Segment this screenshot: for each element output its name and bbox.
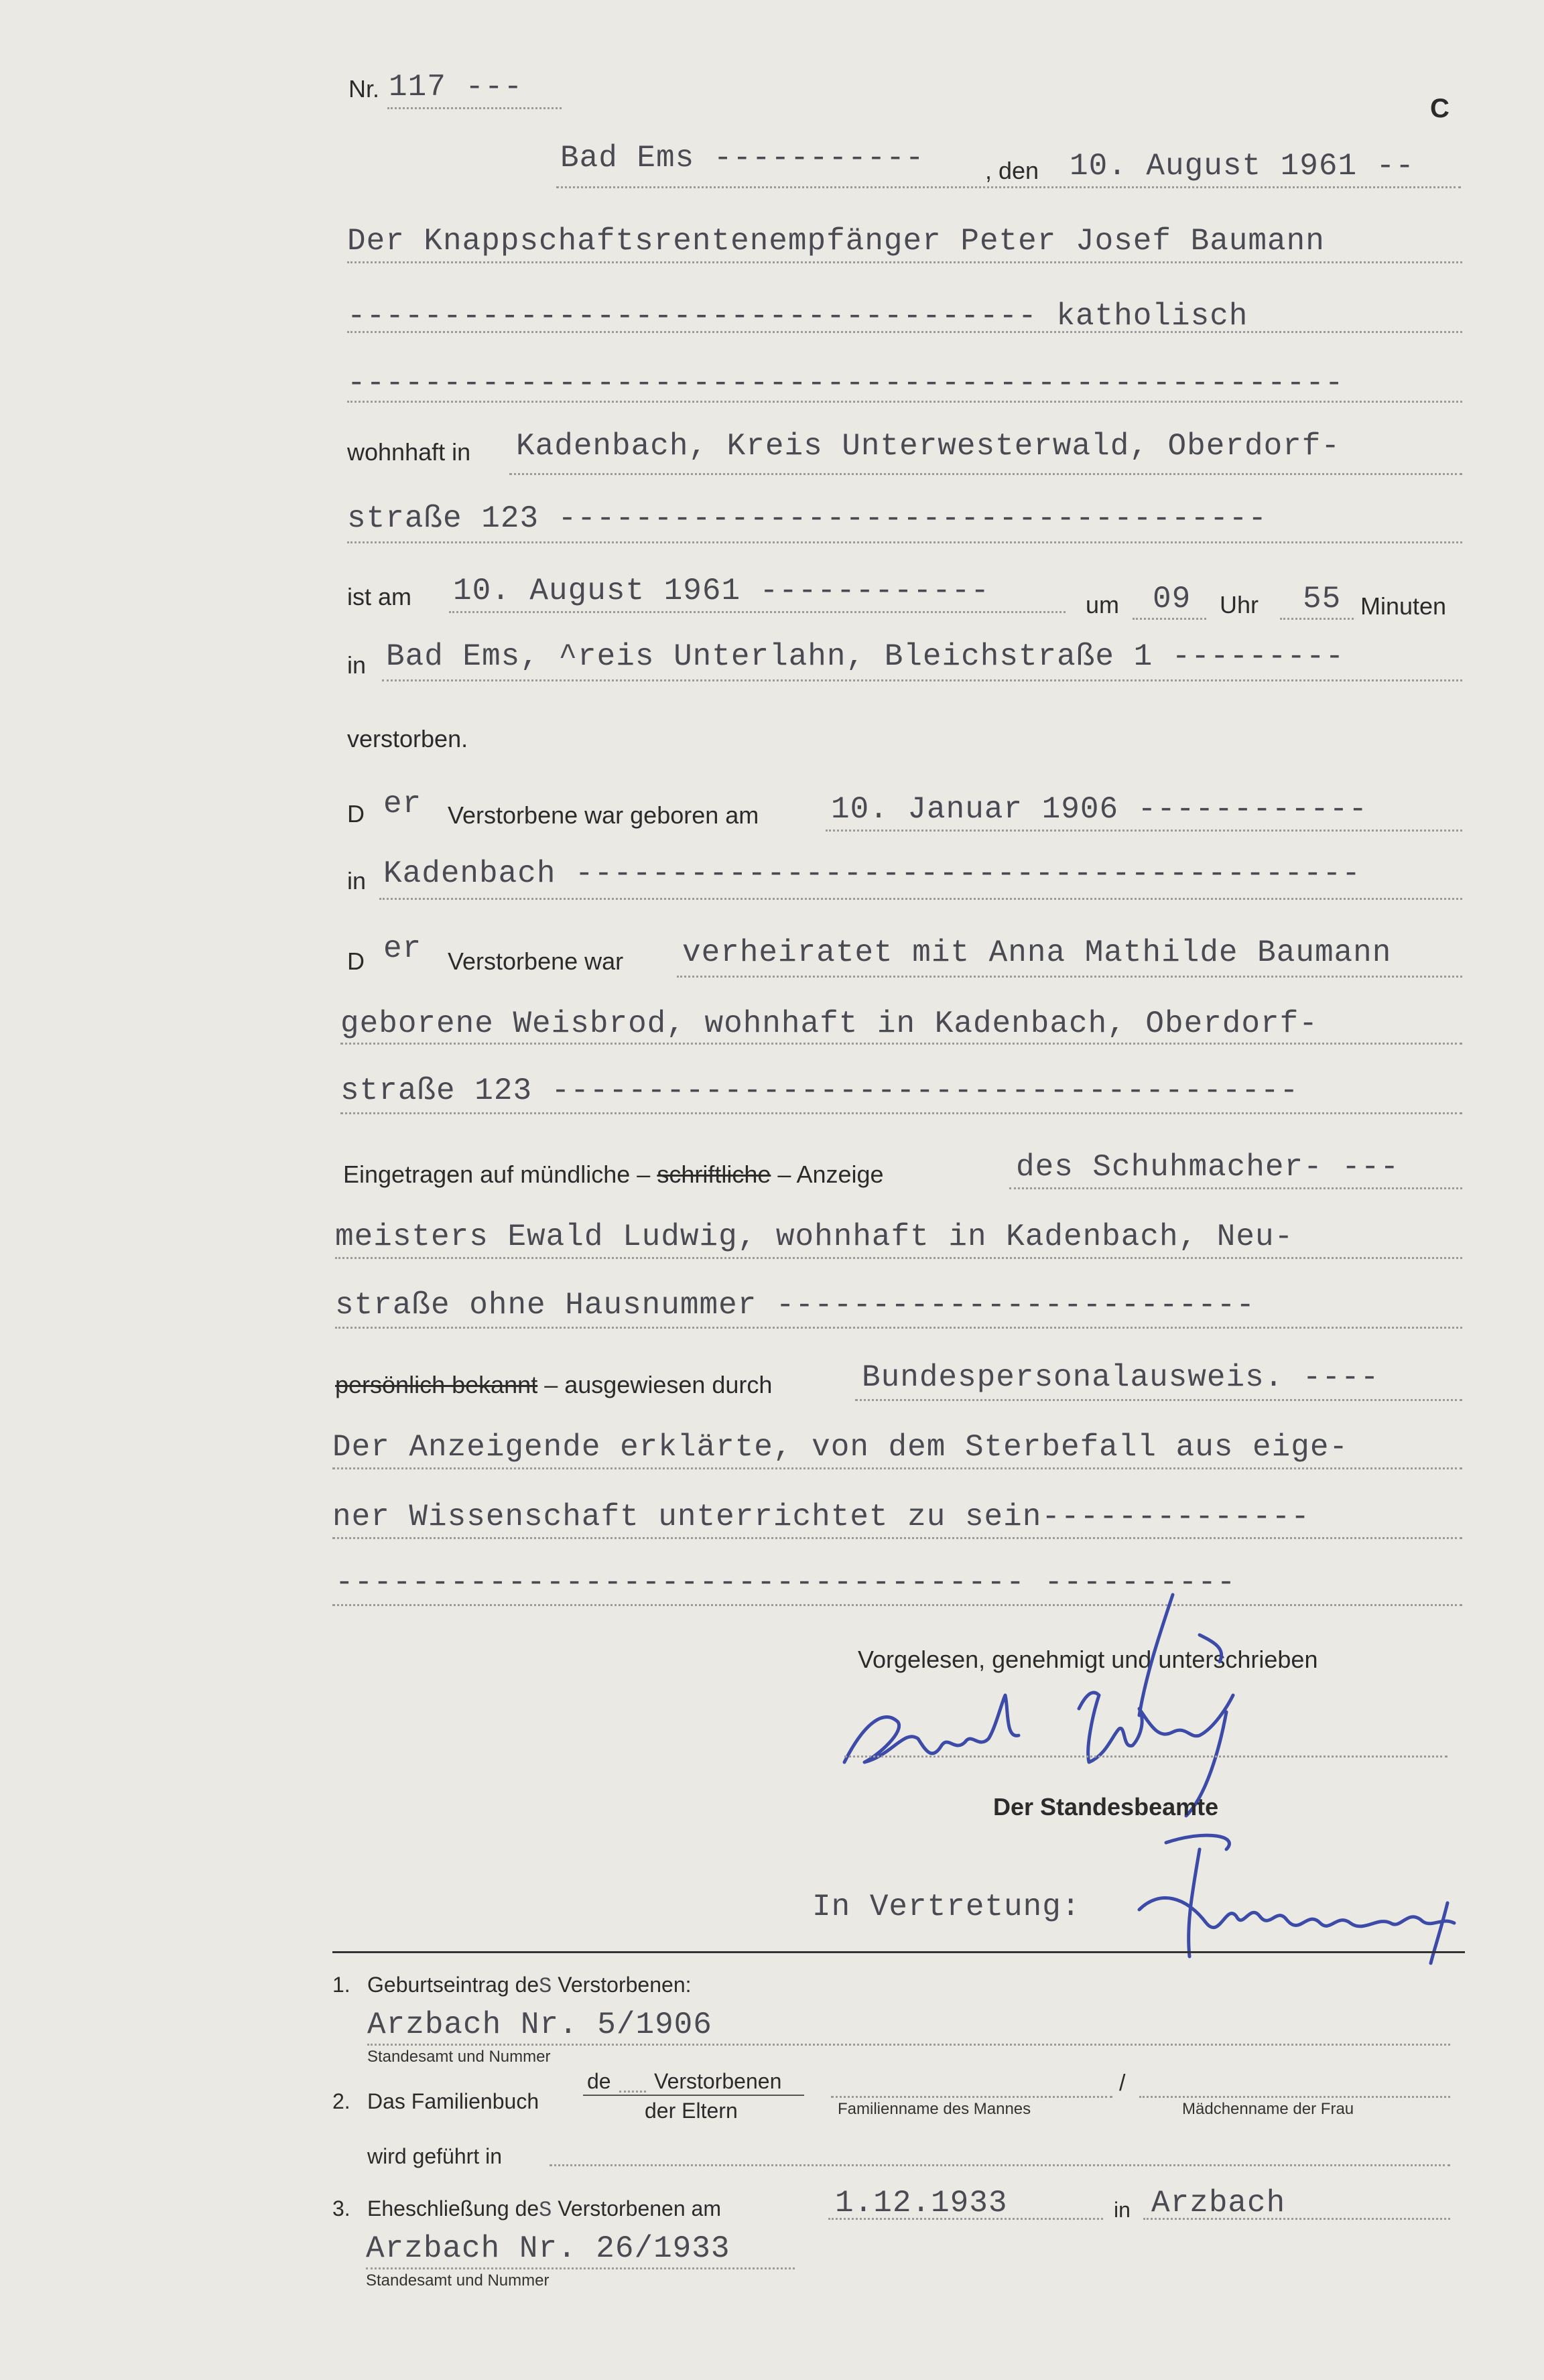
dotted-line <box>379 898 1462 900</box>
dotted-line <box>550 2164 1450 2166</box>
identification-label <box>335 1371 772 1399</box>
item3-in: in <box>1114 2198 1131 2222</box>
item3-label <box>367 2196 721 2223</box>
gender-suffix: er <box>383 787 422 821</box>
residence-label: wohnhaft in <box>347 438 471 466</box>
death-hour: 09 <box>1153 582 1192 616</box>
item2-label: Das Familienbuch <box>367 2089 539 2113</box>
nr-label: Nr. <box>348 75 380 103</box>
report-label-a: Eingetragen auf mündliche – <box>343 1161 651 1188</box>
marriage-line-2: geborene Weisbrod, wohnhaft in Kadenbach, Oberdorf- <box>340 1006 1318 1041</box>
dotted-line <box>366 2267 795 2269</box>
report-line-1: des Schuhmacher- --- <box>1016 1150 1400 1185</box>
registry-place: Bad Ems ----------- <box>560 141 925 176</box>
dotted-line <box>367 2044 1450 2046</box>
dotted-line <box>347 331 1462 333</box>
dotted-line <box>347 261 1462 263</box>
residence-line-2: straße 123 ------------------------------------- <box>347 501 1268 536</box>
dotted-line <box>387 107 562 109</box>
read-approved-label: Vorgelesen, genehmigt und unterschrieben <box>858 1646 1318 1673</box>
birth-text: Verstorbene war geboren am <box>448 801 759 829</box>
item3-date: 1.12.1933 <box>835 2186 1008 2221</box>
report-line-3: straße ohne Hausnummer ------------------------- <box>335 1288 1256 1323</box>
gender-suffix: er <box>383 931 422 966</box>
marriage-line-3: straße 123 --------------------------------------- <box>340 1073 1299 1108</box>
person-line-3: ---------------------------------------------------- <box>347 366 1344 401</box>
dotted-line <box>335 1327 1462 1329</box>
marriage-line-1: verheiratet mit Anna Mathilde Baumann <box>682 935 1392 970</box>
dotted-line <box>1009 1187 1462 1189</box>
item3-label-b: Verstorbenen am <box>558 2196 721 2221</box>
dotted-line <box>1139 2096 1450 2098</box>
dotted-line <box>1143 2218 1450 2220</box>
item3-place: Arzbach <box>1151 2186 1286 2221</box>
death-place: Bad Ems, ^reis Unterlahn, Bleichstraße 1 --------- <box>386 639 1345 674</box>
identification-document: Bundespersonalausweis. ---- <box>862 1360 1380 1395</box>
dotted-line <box>509 473 1462 475</box>
dotted-line <box>855 1399 1462 1401</box>
dotted-line <box>332 1537 1462 1539</box>
dotted-line <box>335 1257 1462 1259</box>
registrar-signature <box>1126 1823 1501 1970</box>
in-label: in <box>347 651 367 679</box>
dotted-line <box>347 541 1462 543</box>
uhr-label: Uhr <box>1220 591 1259 618</box>
statement-line-1: Der Anzeigende erklärte, von dem Sterbefall aus eige- <box>332 1430 1349 1465</box>
statement-line-3: ------------------------------------ ---------- <box>335 1565 1236 1600</box>
ist-am-label: ist am <box>347 583 412 610</box>
d-label: D <box>347 800 365 828</box>
person-line-1: Der Knappschaftsrentenempfänger Peter Josef Baumann <box>347 224 1325 259</box>
ausgewiesen-label: – ausgewiesen durch <box>544 1371 773 1398</box>
dotted-line <box>1133 618 1206 620</box>
person-line-2: ------------------------------------ katholisch <box>347 299 1248 334</box>
official-label: Der Standesbeamte <box>993 1793 1219 1821</box>
birth-place: Kadenbach ----------------------------------------- <box>383 856 1361 891</box>
item1-label-a: Geburtseintrag de <box>367 1973 539 1997</box>
dotted-line <box>844 1756 1448 1758</box>
item2-eltern: der Eltern <box>645 2099 738 2123</box>
residence-line-1: Kadenbach, Kreis Unterwesterwald, Oberdorf- <box>516 429 1340 464</box>
death-minutes: 55 <box>1303 582 1342 616</box>
struck-option: persönlich bekannt <box>335 1371 538 1398</box>
struck-option: schriftliche <box>657 1161 771 1188</box>
item1-label-b: Verstorbenen: <box>558 1973 692 1997</box>
in-label: in <box>347 867 367 895</box>
marriage-text: Verstorbene war <box>448 947 624 975</box>
dotted-line <box>826 830 1462 832</box>
dotted-line <box>340 1043 1462 1045</box>
corner-letter: C <box>1430 94 1450 123</box>
item1-suffix: S <box>539 1974 552 1999</box>
item2-de: de <box>587 2069 611 2093</box>
dotted-line <box>382 679 1462 681</box>
dotted-line <box>619 2091 646 2093</box>
item2-caption-a: Familienname des Mannes <box>838 2100 1031 2118</box>
item1-caption: Standesamt und Nummer <box>367 2048 551 2066</box>
dotted-line <box>347 401 1462 403</box>
item2-slash: / <box>1119 2070 1126 2096</box>
item3-caption: Standesamt und Nummer <box>366 2271 550 2290</box>
item2-verstorbenen: Verstorbenen <box>654 2069 782 2093</box>
birth-date: 10. Januar 1906 ------------ <box>831 792 1368 827</box>
item2-number: 2. <box>332 2089 350 2113</box>
item3-number: 3. <box>332 2196 350 2221</box>
report-label <box>343 1161 884 1189</box>
statement-line-2: ner Wissenschaft unterrichtet zu sein-------------- <box>332 1500 1310 1534</box>
verstorben-label: verstorben. <box>347 725 468 752</box>
minuten-label: Minuten <box>1360 592 1447 620</box>
dotted-line <box>831 2096 1112 2098</box>
item3-value: Arzbach Nr. 26/1933 <box>366 2231 730 2266</box>
dotted-line <box>677 976 1462 978</box>
den-label: , den <box>985 157 1039 184</box>
item2-kept: wird geführt in <box>367 2144 502 2168</box>
representation-label: In Vertretung: <box>812 1890 1081 1924</box>
dotted-line <box>828 2218 1103 2220</box>
dotted-line <box>1280 618 1354 620</box>
item2-caption-b: Mädchenname der Frau <box>1182 2100 1354 2118</box>
um-label: um <box>1086 591 1120 618</box>
section-divider <box>332 1951 1465 1953</box>
d-label: D <box>347 947 365 975</box>
report-line-2: meisters Ewald Ludwig, wohnhaft in Kadenbach, Neu- <box>335 1219 1294 1254</box>
dotted-line <box>556 186 1461 188</box>
fraction-line <box>583 2095 804 2096</box>
item1-value: Arzbach Nr. 5/1906 <box>367 2007 712 2042</box>
dotted-line <box>449 611 1066 613</box>
item1-label <box>367 1973 692 1999</box>
dotted-line <box>340 1112 1462 1114</box>
item1-number: 1. <box>332 1973 350 1997</box>
death-date: 10. August 1961 ------------ <box>453 574 990 608</box>
item3-suffix: S <box>539 2198 552 2223</box>
entry-number: 117 --- <box>389 70 523 105</box>
item3-label-a: Eheschließung de <box>367 2196 539 2221</box>
dotted-line <box>332 1467 1462 1469</box>
report-label-b: – Anzeige <box>777 1161 884 1188</box>
registry-date: 10. August 1961 -- <box>1070 149 1415 184</box>
